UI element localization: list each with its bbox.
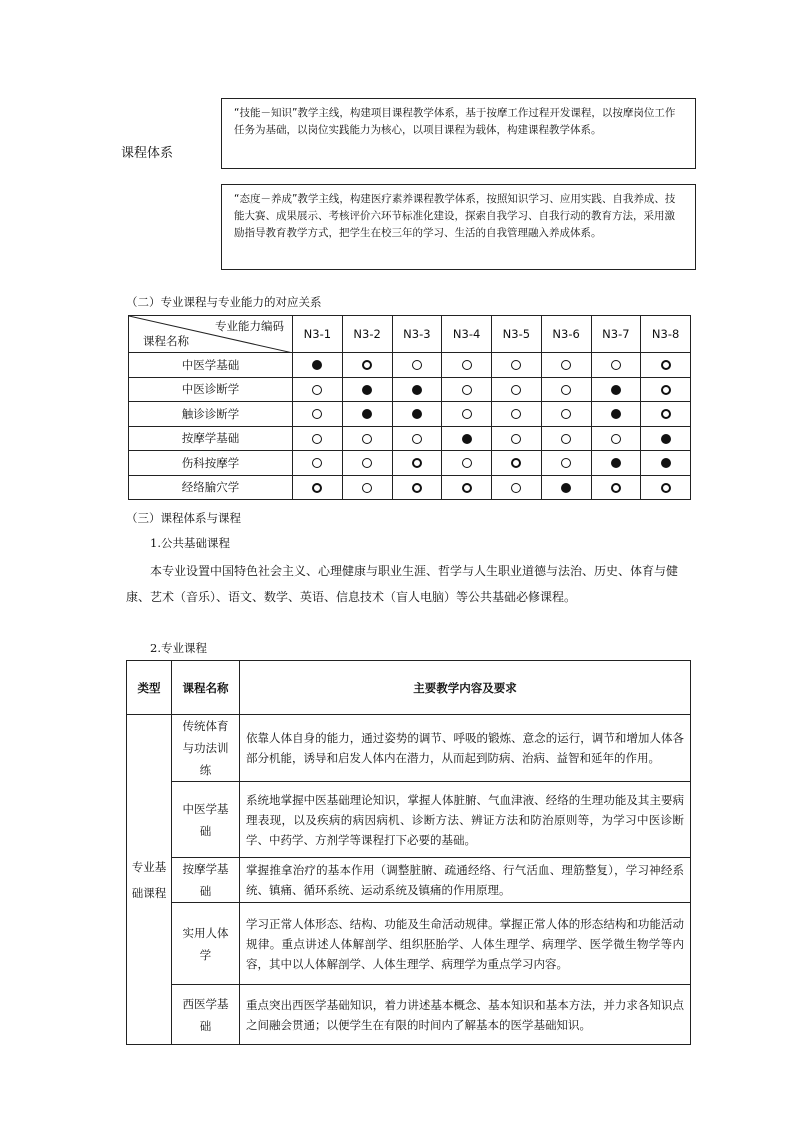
ability-cell (342, 353, 392, 378)
open-circle-icon (561, 385, 571, 395)
ability-cell (641, 353, 691, 378)
ability-cell (541, 451, 591, 476)
open-circle-icon (362, 458, 372, 468)
open-circle-icon (312, 434, 322, 444)
ability-cell (591, 402, 641, 427)
ability-cell (392, 475, 442, 500)
code-header: N3-7 (591, 316, 641, 353)
course-name: 西医学基础 (172, 985, 240, 1045)
open-circle-icon (611, 434, 621, 444)
ability-cell (641, 377, 691, 402)
open-circle-icon (511, 360, 521, 370)
code-header: N3-6 (541, 316, 591, 353)
code-header: N3-3 (392, 316, 442, 353)
bold-circle-icon (362, 360, 372, 370)
ability-cell (541, 475, 591, 500)
ability-cell (442, 426, 492, 451)
course-desc: 学习正常人体形态、结构、功能及生命活动规律。掌握正常人体的形态结构和功能活动规律。重点讲述人体解剖学、组织胚胎学、人体生理学、病理学、医学微生物学等内容，其中以人体解剖学、人体生理学、病理学为重点学习内容。 (240, 903, 691, 985)
course-system-label: 课程体系 (121, 146, 174, 161)
ability-row-course-name: 触诊诊断学 (129, 402, 293, 427)
ability-cell (541, 377, 591, 402)
ability-row (129, 451, 691, 476)
section3-title: （三）课程体系与课程 (126, 511, 241, 525)
public-courses-paragraph: 本专业设置中国特色社会主义、心理健康与职业生涯、哲学与人生职业道德与法治、历史、体育与健康、艺术（音乐）、语文、数学、英语、信息技术（盲人电脑）等公共基础必修课程。 (126, 564, 679, 604)
ability-cell (392, 377, 442, 402)
ability-cell (492, 353, 542, 378)
skill-knowledge-box: “技能－知识”教学主线，构建项目课程教学体系，基于按摩工作过程开发课程，以按摩岗位工作任务为基础，以岗位实践能力为核心，以项目课程为载体，构建课程教学体系。 (221, 98, 696, 169)
ability-cell (492, 475, 542, 500)
filled-circle-icon (462, 434, 472, 444)
ability-cell (641, 426, 691, 451)
open-circle-icon (462, 385, 472, 395)
open-circle-icon (511, 385, 521, 395)
code-header: N3-5 (492, 316, 542, 353)
filled-circle-icon (661, 434, 671, 444)
ability-cell (293, 426, 343, 451)
diagonal-header-cell (129, 316, 293, 353)
open-circle-icon (412, 360, 422, 370)
course-name: 按摩学基础 (172, 858, 240, 903)
open-circle-icon (561, 360, 571, 370)
content-header: 主要教学内容及要求 (240, 661, 691, 715)
course-content-table (126, 660, 691, 1045)
filled-circle-icon (611, 385, 621, 395)
ability-row-course-name: 经络腧穴学 (129, 475, 293, 500)
code-header: N3-8 (641, 316, 691, 353)
code-header: N3-1 (293, 316, 343, 353)
open-circle-icon (511, 434, 521, 444)
ability-cell (342, 402, 392, 427)
ability-cell (293, 402, 343, 427)
ability-cell (442, 475, 492, 500)
section2-title: （二）专业课程与专业能力的对应关系 (126, 295, 322, 309)
attitude-cultivation-box: “态度－养成”教学主线，构建医疗素养课程教学体系，按照知识学习、应用实践、自我养成、技能大赛、成果展示、考核评价六环节标准化建设，探索自我学习、自我行动的教育方法，采用激励指导教育教学方式，把学生在校三年的学习、生活的自我管理融入养成体系。 (221, 184, 696, 270)
ability-cell (591, 426, 641, 451)
code-header: N3-4 (442, 316, 492, 353)
public-courses-heading: 1.公共基础课程 (150, 536, 230, 550)
category-cell: 专业基础课程 (127, 715, 172, 1045)
filled-circle-icon (412, 385, 422, 395)
bold-circle-icon (611, 483, 621, 493)
ability-cell (442, 353, 492, 378)
ability-cell (492, 377, 542, 402)
course-desc: 重点突出西医学基础知识，着力讲述基本概念、基本知识和基本方法，并力求各知识点之间融会贯通；以便学生在有限的时间内了解基本的医学基础知识。 (240, 985, 691, 1045)
ability-cell (591, 353, 641, 378)
course-name: 传统体育与功法训练 (172, 715, 240, 782)
ability-cell (641, 475, 691, 500)
ability-mapping-table (128, 315, 691, 500)
open-circle-icon (611, 360, 621, 370)
type-header: 类型 (127, 661, 172, 715)
filled-circle-icon (362, 409, 372, 419)
course-row (127, 858, 691, 903)
course-name-header: 课程名称 (172, 661, 240, 715)
ability-cell (641, 402, 691, 427)
ability-cell (342, 426, 392, 451)
ability-row-course-name: 中医学基础 (129, 353, 293, 378)
course-table-header (127, 661, 691, 715)
ability-cell (541, 353, 591, 378)
ability-row (129, 377, 691, 402)
ability-row (129, 475, 691, 500)
ability-cell (492, 402, 542, 427)
bold-circle-icon (412, 483, 422, 493)
ability-row-course-name: 中医诊断学 (129, 377, 293, 402)
ability-cell (392, 451, 442, 476)
ability-cell (541, 426, 591, 451)
ability-cell (492, 426, 542, 451)
course-desc: 系统地掌握中医基础理论知识，掌握人体脏腑、气血津液、经络的生理功能及其主要病理表现，以及疾病的病因病机、诊断方法、辨证方法和防治原则等，为学习中医诊断学、中药学、方剂学等课程打下必要的基础。 (240, 782, 691, 858)
course-desc: 掌握推拿治疗的基本作用（调整脏腑、疏通经络、行气活血、理筋整复），学习神经系统、镇痛、循环系统、运动系统及镇痛的作用原理。 (240, 858, 691, 903)
code-header: N3-2 (342, 316, 392, 353)
ability-cell (342, 377, 392, 402)
open-circle-icon (511, 483, 521, 493)
filled-circle-icon (362, 385, 372, 395)
open-circle-icon (511, 409, 521, 419)
ability-row (129, 426, 691, 451)
ability-cell (342, 451, 392, 476)
ability-row-course-name: 按摩学基础 (129, 426, 293, 451)
bold-circle-icon (661, 409, 671, 419)
open-circle-icon (462, 360, 472, 370)
open-circle-icon (312, 458, 322, 468)
ability-table-header (129, 316, 691, 353)
bold-circle-icon (661, 360, 671, 370)
open-circle-icon (561, 458, 571, 468)
filled-circle-icon (611, 409, 621, 419)
header-ability-code: 专业能力编码 (215, 319, 284, 333)
ability-cell (541, 402, 591, 427)
ability-row (129, 402, 691, 427)
ability-cell (641, 451, 691, 476)
course-row (127, 715, 691, 782)
header-course-name: 课程名称 (143, 334, 189, 348)
open-circle-icon (312, 409, 322, 419)
ability-cell (293, 451, 343, 476)
course-row (127, 903, 691, 985)
ability-cell (591, 451, 641, 476)
open-circle-icon (462, 458, 472, 468)
open-circle-icon (362, 434, 372, 444)
open-circle-icon (561, 434, 571, 444)
professional-courses-heading: 2.专业课程 (150, 641, 207, 655)
course-desc: 依靠人体自身的能力，通过姿势的调节、呼吸的锻炼、意念的运行，调节和增加人体各部分机能，诱导和启发人体内在潜力，从而起到防病、治病、益智和延年的作用。 (240, 715, 691, 782)
ability-cell (591, 377, 641, 402)
ability-cell (442, 451, 492, 476)
bold-circle-icon (312, 483, 322, 493)
filled-circle-icon (561, 483, 571, 493)
course-row (127, 782, 691, 858)
filled-circle-icon (412, 409, 422, 419)
ability-cell (392, 402, 442, 427)
open-circle-icon (462, 409, 472, 419)
ability-cell (293, 377, 343, 402)
open-circle-icon (561, 409, 571, 419)
bold-circle-icon (511, 458, 521, 468)
course-name: 中医学基础 (172, 782, 240, 858)
ability-cell (293, 353, 343, 378)
ability-cell (492, 451, 542, 476)
bold-circle-icon (661, 483, 671, 493)
bold-circle-icon (462, 483, 472, 493)
bold-circle-icon (412, 458, 422, 468)
ability-cell (293, 475, 343, 500)
filled-circle-icon (661, 458, 671, 468)
ability-cell (591, 475, 641, 500)
filled-circle-icon (312, 360, 322, 370)
ability-cell (392, 426, 442, 451)
open-circle-icon (412, 434, 422, 444)
ability-cell (392, 353, 442, 378)
ability-cell (442, 377, 492, 402)
ability-cell (342, 475, 392, 500)
course-row (127, 985, 691, 1045)
bold-circle-icon (661, 385, 671, 395)
open-circle-icon (362, 483, 372, 493)
filled-circle-icon (611, 458, 621, 468)
course-name: 实用人体学 (172, 903, 240, 985)
ability-cell (442, 402, 492, 427)
open-circle-icon (312, 385, 322, 395)
ability-row (129, 353, 691, 378)
ability-row-course-name: 伤科按摩学 (129, 451, 293, 476)
